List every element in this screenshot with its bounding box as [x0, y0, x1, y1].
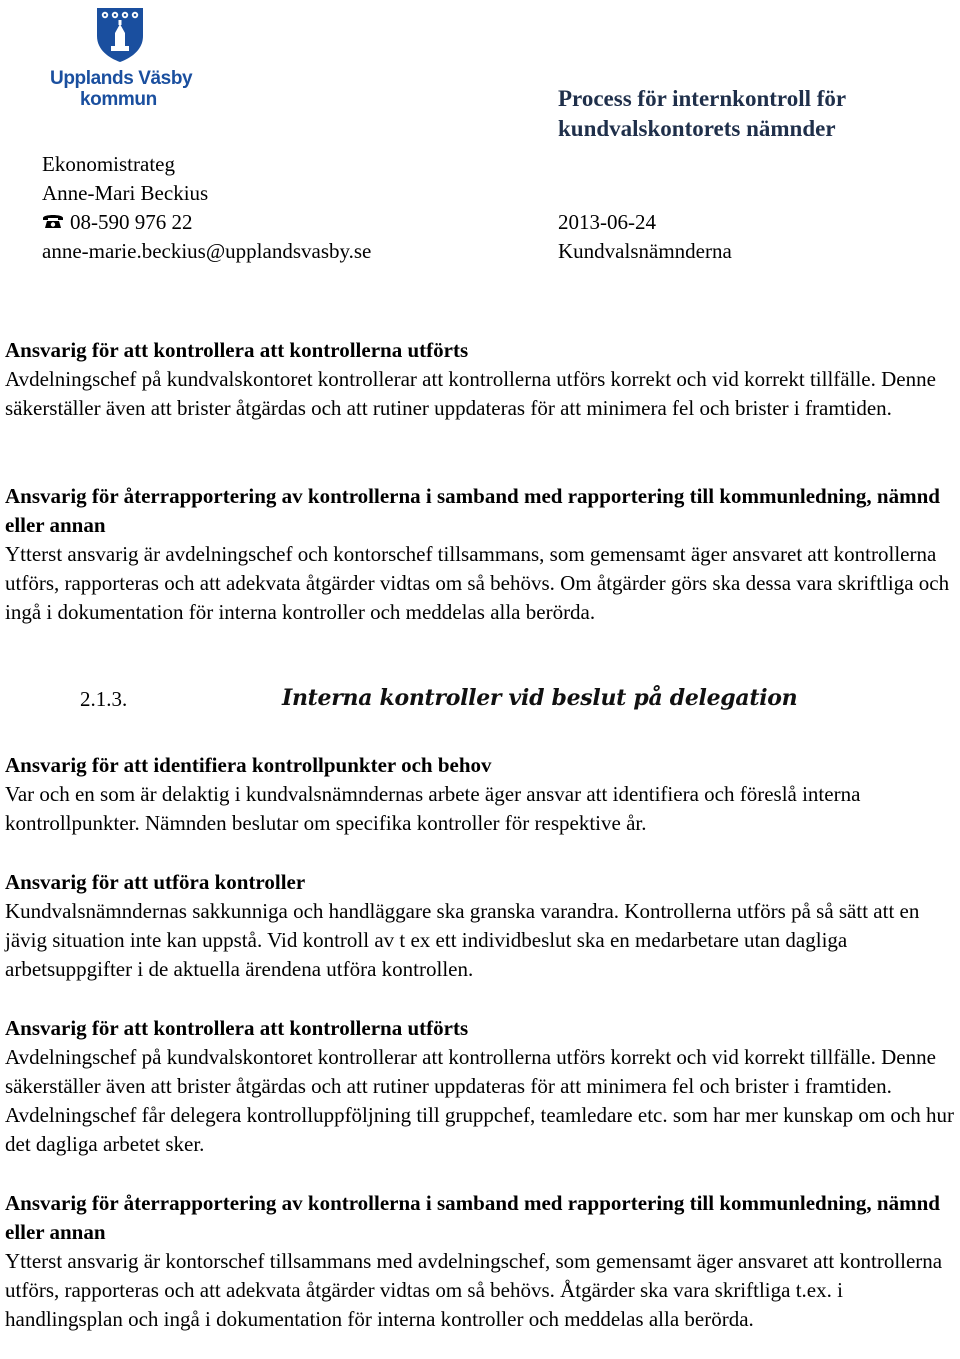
org-name-line2: kommun — [80, 89, 157, 110]
subsection-number: 2.1.3. — [80, 687, 128, 711]
section-text: Ytterst ansvarig är avdelningschef och kontorschef tillsammans, som gemensamt äger ansvaret att kontrollerna utförs, rapporteras och att adekvata åtgärder vidtas om så behövs. Om åtgärder görs ska dessa vara skriftliga och ingå i dokumentation för interna kontroller och meddelas alla berörda. — [5, 542, 950, 624]
section-heading: Ansvarig för återrapportering av kontrollerna i samband med rapportering till kommunledning, nämnd eller annan — [5, 1191, 940, 1244]
section-text: Var och en som är delaktig i kundvalsnämndernas arbete äger ansvar att identifiera och föreslå interna kontrollpunkter. Nämnden beslutar om specifika kontroller för respektive år. — [5, 782, 861, 835]
org-name-line1: Upplands Väsby — [50, 68, 193, 89]
author-name: Anne-Mari Beckius — [42, 181, 209, 205]
section-heading: Ansvarig för att kontrollera att kontrollerna utförts — [5, 1016, 469, 1040]
subsection-title: Interna kontroller vid beslut på delegation — [282, 685, 798, 711]
author-phone: 08-590 976 22 — [70, 210, 193, 234]
section-heading: Ansvarig för återrapportering av kontrollerna i samband med rapportering till kommunledning, nämnd eller annan — [5, 484, 940, 537]
document-title: Process för internkontroll för kundvalskontorets nämnder — [558, 86, 846, 141]
document-recipient: Kundvalsnämnderna — [558, 239, 732, 263]
section-text: Avdelningschef på kundvalskontoret kontrollerar att kontrollerna utförs korrekt och vid korrekt tillfälle. Denne säkerställer även att brister åtgärdas och att rutiner uppdateras för att minimera fel och brister i framtiden. Avdelningschef får delegera kontrolluppföljning till gruppchef, teamledare etc. som har mer kunskap om och hur det dagliga arbetet sker. — [5, 1045, 954, 1156]
section-heading: Ansvarig för att kontrollera att kontrollerna utförts — [5, 338, 469, 362]
subsection-heading — [0, 684, 960, 716]
section-reporting — [5, 482, 955, 627]
section-text: Ytterst ansvarig är kontorschef tillsammans med avdelningschef, som gemensamt äger ansvaret att kontrollerna utförs, rapporteras och att adekvata åtgärder vidtas om så behövs. Åtgärder ska vara skriftliga t.ex. i handlingsplan och ingå i dokumentation för interna kontroller och meddelas alla berörda. — [5, 1249, 943, 1331]
section-perform — [5, 868, 955, 984]
document-date: 2013-06-24 — [558, 210, 656, 234]
author-phone-row — [42, 208, 371, 237]
section-reporting-2 — [5, 1189, 955, 1334]
phone-icon — [42, 208, 64, 237]
section-heading: Ansvarig för att identifiera kontrollpunkter och behov — [5, 753, 492, 777]
section-text: Avdelningschef på kundvalskontoret kontrollerar att kontrollerna utförs korrekt och vid korrekt tillfälle. Denne säkerställer även att brister åtgärdas och att rutiner uppdateras för att minimera fel och brister i framtiden. — [5, 367, 936, 420]
author-email[interactable]: anne-marie.beckius@upplandsvasby.se — [42, 239, 372, 263]
author-role: Ekonomistrateg — [42, 152, 175, 176]
section-control-check — [5, 336, 955, 423]
section-identify — [5, 751, 955, 838]
section-text: Kundvalsnämndernas sakkunniga och handläggare ska granska varandra. Kontrollerna utförs på så sätt att en jävig situation inte kan uppstå. Vid kontroll av t ex ett individbeslut ska en medarbetare utan dagliga arbetsuppgifter i de aktuella ärendena utföra kontrollen. — [5, 899, 920, 981]
municipality-logo — [50, 6, 200, 110]
document-meta — [558, 208, 732, 266]
section-control-check-2 — [5, 1014, 955, 1159]
section-heading: Ansvarig för att utföra kontroller — [5, 870, 306, 894]
coat-of-arms-icon — [95, 6, 145, 64]
org-name — [50, 68, 200, 110]
author-block — [42, 150, 371, 266]
